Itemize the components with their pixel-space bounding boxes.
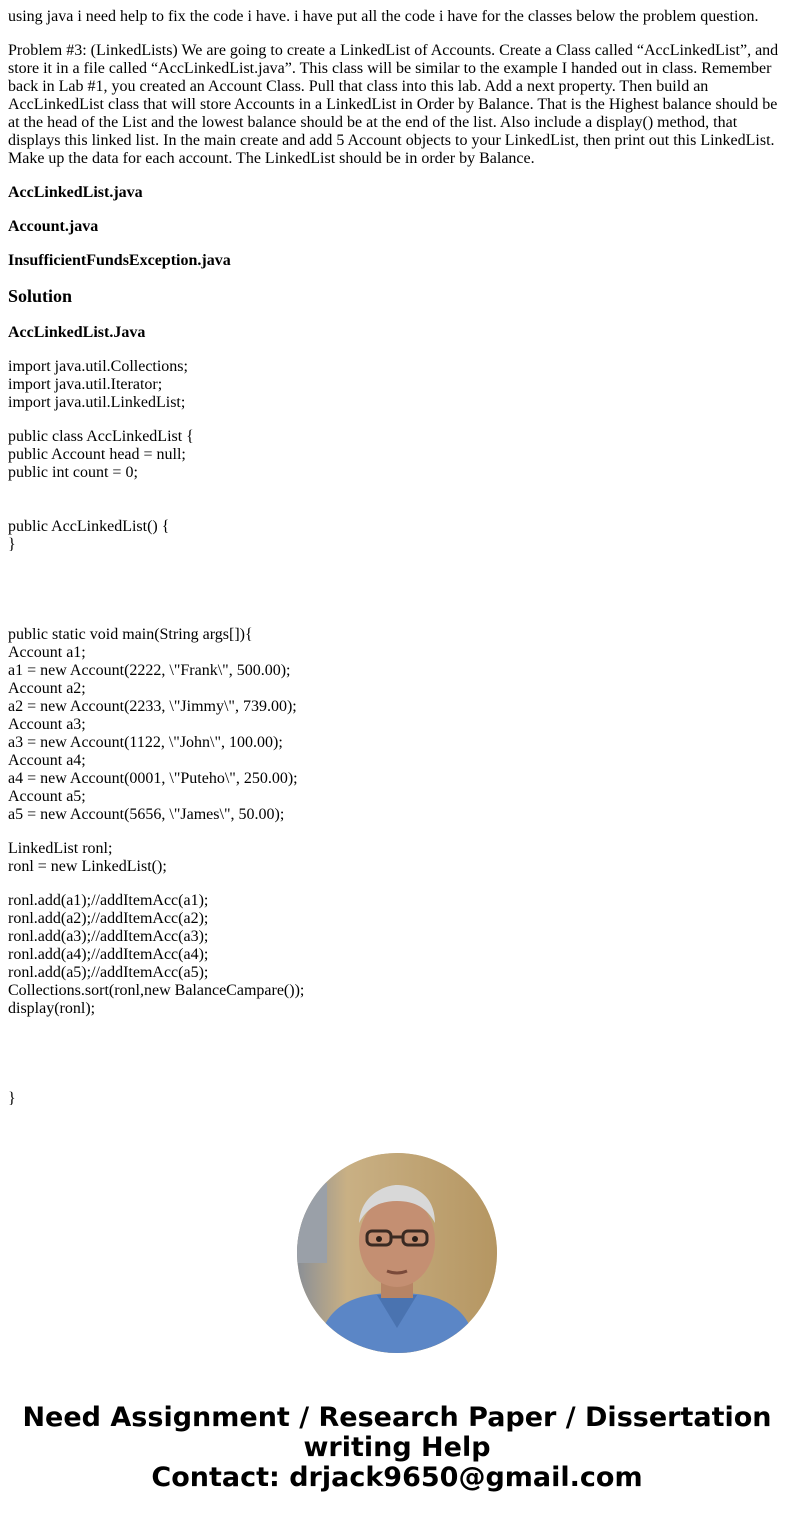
code-class [8,428,786,824]
code-line: public AccLinkedList() { [8,518,170,535]
code-line: LinkedList ronl; [8,840,113,857]
code-line: a1 = new Account(2222, \"Frank\", 500.00); [8,662,291,679]
banner-line-1: Need Assignment / Research Paper / Dissertation [22,1402,772,1433]
code-line [8,1072,786,1090]
code-line: Account a5; [8,788,86,805]
code-line [8,608,786,626]
code-line [8,1054,786,1072]
file-heading-exception: InsufficientFundsException.java [8,252,231,269]
code-line: Account a1; [8,644,86,661]
code-line [8,482,786,500]
code-line: a2 = new Account(2233, \"Jimmy\", 739.00); [8,698,297,715]
question-content [8,8,786,1124]
avatar [297,1153,497,1353]
code-line: } [8,536,16,553]
code-line [8,1036,786,1054]
code-line [8,500,786,518]
code-line: import java.util.LinkedList; [8,394,186,411]
problem-text: Problem #3: (LinkedLists) We are going to create a LinkedList of Accounts. Create a Class called “AccLinkedList”, and store it in a file called “AccLinkedList.java”. This class will be similar to the example I handed out in class. Remember back in Lab #1, you created an Account Class. Pull that class into this lab. Add a next property. Then build an AccLinkedList class that will store Accounts in a LinkedList in Order by Balance. That is the Highest balance should be at the head of the List and the lowest balance should be at the end of the list. Also include a display() method, that displays this linked list. In the main create and add 5 Account objects to your LinkedList, then print out this LinkedList. Make up the data for each account. The LinkedList should be in order by Balance. [8,42,779,167]
code-list [8,840,786,876]
banner-line-2: writing Help [303,1432,491,1463]
file-heading-account: Account.java [8,218,99,235]
code-line [8,554,786,572]
code-line: a3 = new Account(1122, \"John\", 100.00); [8,734,283,751]
solution-heading: Solution [8,286,73,306]
code-add [8,892,786,1108]
code-line: public class AccLinkedList { [8,428,194,445]
code-line: ronl.add(a3);//addItemAcc(a3); [8,928,209,945]
code-line [8,1018,786,1036]
person-portrait-icon [297,1153,497,1353]
code-line: ronl.add(a1);//addItemAcc(a1); [8,892,209,909]
solution-file-heading: AccLinkedList.Java [8,324,146,341]
code-line: a4 = new Account(0001, \"Puteho\", 250.00); [8,770,298,787]
code-line: } [8,1090,16,1107]
banner-contact-email[interactable]: Contact: drjack9650@gmail.com [151,1462,643,1493]
code-line: Account a4; [8,752,86,769]
code-line: public static void main(String args[]){ [8,626,253,643]
code-line [8,572,786,590]
code-line: display(ronl); [8,1000,96,1017]
code-line: Collections.sort(ronl,new BalanceCampare()); [8,982,305,999]
code-imports [8,358,786,412]
code-line: ronl.add(a4);//addItemAcc(a4); [8,946,209,963]
code-line: ronl.add(a5);//addItemAcc(a5); [8,964,209,981]
code-line: a5 = new Account(5656, \"James\", 50.00); [8,806,285,823]
code-line: public Account head = null; [8,446,186,463]
file-heading-acclinkedlist: AccLinkedList.java [8,184,143,201]
code-line [8,590,786,608]
intro-text: using java i need help to fix the code i have. i have put all the code i have for the classes below the problem question. [8,8,759,25]
code-line: Account a2; [8,680,86,697]
code-line: import java.util.Iterator; [8,376,163,393]
code-line: ronl.add(a2);//addItemAcc(a2); [8,910,209,927]
code-line: import java.util.Collections; [8,358,188,375]
code-line: Account a3; [8,716,86,733]
code-line: ronl = new LinkedList(); [8,858,167,875]
code-line: public int count = 0; [8,464,138,481]
contact-banner [0,1403,794,1493]
